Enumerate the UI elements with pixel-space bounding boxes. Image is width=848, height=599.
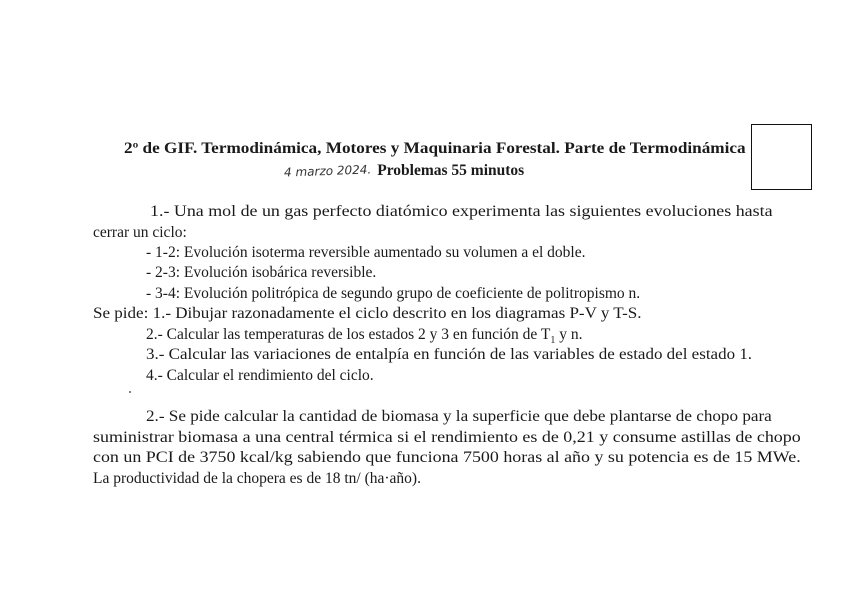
problem1-ask-3: 3.- Calcular las variaciones de entalpía en función de las variables de estado del estado 1. [146,346,753,363]
problem1-ask-2 [146,326,582,346]
ask-2-text: 2.- Calcular las temperaturas de los estados 2 y 3 en función de T [146,326,551,343]
grade-box [751,124,812,190]
problem2-line1: 2.- Se pide calcular la cantidad de biomasa y la superficie que debe plantarse de chopo para [146,408,772,425]
stray-mark [129,391,131,393]
problem2-line2: suministrar biomasa a una central térmica si el rendimiento es de 0,21 y consume astillas de chopo [93,429,801,446]
problem2-line4: La productividad de la chopera es de 18 tn/ (ha·año). [93,470,421,487]
ask-2-subscript: 1 [550,335,556,347]
problem1-intro-line1: 1.- Una mol de un gas perfecto diatómico experimenta las siguientes evoluciones hasta [150,203,773,220]
exam-subtitle [284,162,524,180]
problem1-step-2-3: - 2-3: Evolución isobárica reversible. [146,264,377,281]
problem1-step-3-4: - 3-4: Evolución politrópica de segundo grupo de coeficiente de politropismo n. [146,285,641,302]
exam-title: 2º de GIF. Termodinámica, Motores y Maquinaria Forestal. Parte de Termodinámica [124,140,746,157]
handwritten-date: 4 marzo 2024. [283,162,372,180]
problem1-intro-line2: cerrar un ciclo: [93,224,187,241]
problems-duration: Problemas 55 minutos [377,162,525,179]
problem2-line3: con un PCI de 3750 kcal/kg sabiendo que funciona 7500 horas al año y su potencia es de 15 MWe. [93,449,801,466]
problem1-ask-1: Se pide: 1.- Dibujar razonadamente el ciclo descrito en los diagramas P-V y T-S. [93,305,642,322]
ask-2-text-end: y n. [555,326,583,343]
problem1-ask-4: 4.- Calcular el rendimiento del ciclo. [146,367,374,384]
problem1-step-1-2: - 1-2: Evolución isoterma reversible aumentado su volumen a el doble. [146,244,586,261]
